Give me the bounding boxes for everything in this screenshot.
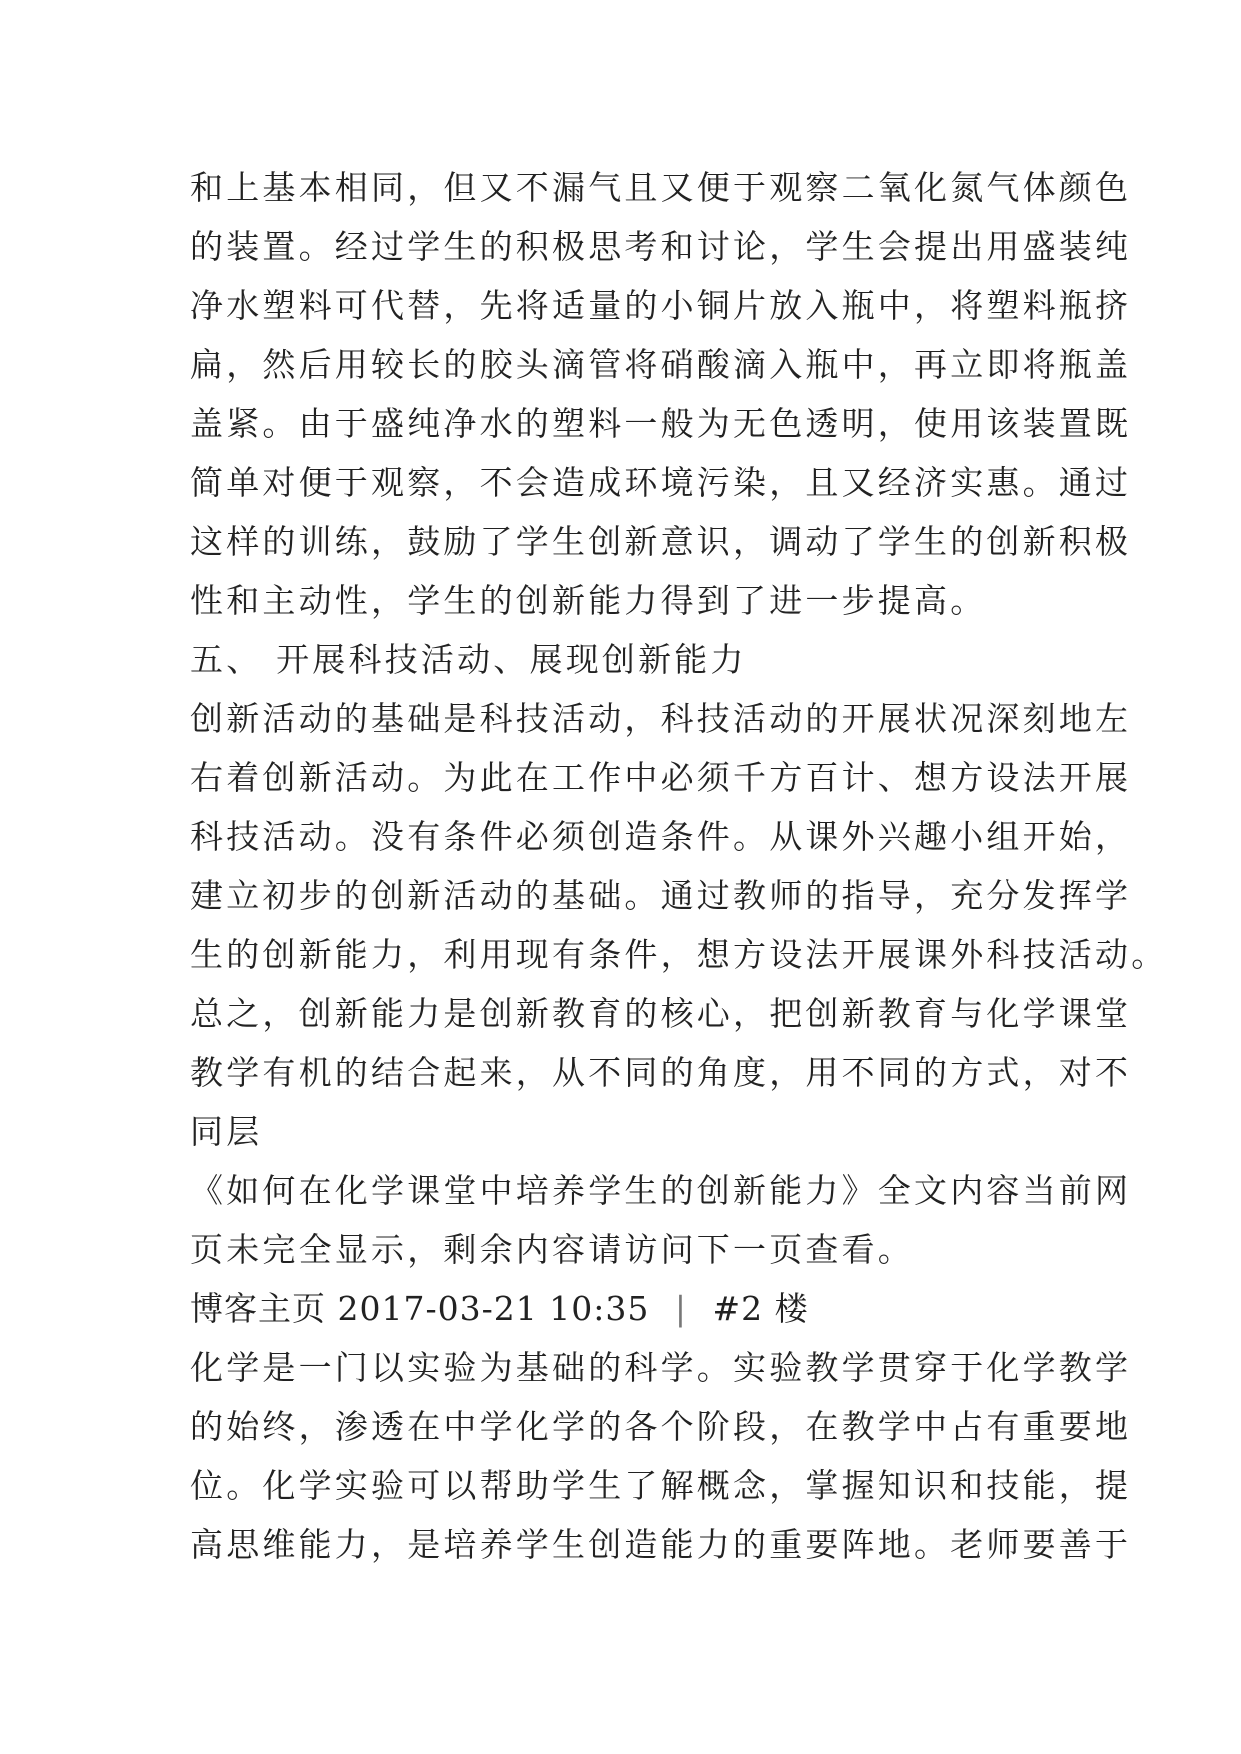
paragraph-line: 的装置。经过学生的积极思考和讨论，学生会提出用盛装纯 [190,227,1132,266]
section-heading: 五、 开展科技活动、展现创新能力 [190,640,747,679]
paragraph-line: 净水塑料可代替，先将适量的小铜片放入瓶中，将塑料瓶挤 [190,286,1132,325]
document-body [190,158,1168,1574]
paragraph-line: 这样的训练，鼓励了学生创新意识，调动了学生的创新积极 [190,522,1132,561]
paragraph-line: 扁，然后用较长的胶头滴管将硝酸滴入瓶中，再立即将瓶盖 [190,345,1132,384]
paragraph-line: 位。化学实验可以帮助学生了解概念，掌握知识和技能，提 [190,1466,1132,1505]
post-timestamp: 2017-03-21 10:35 [337,1289,650,1328]
paragraph-line: 教学有机的结合起来，从不同的角度，用不同的方式，对不 [190,1053,1132,1092]
paragraph-line: 盖紧。由于盛纯净水的塑料一般为无色透明，使用该装置既 [190,404,1132,443]
paragraph-line: 科技活动。没有条件必须创造条件。从课外兴趣小组开始， [190,817,1132,856]
paragraph-line: 高思维能力，是培养学生创造能力的重要阵地。老师要善于 [190,1525,1132,1564]
paragraph-line: 建立初步的创新活动的基础。通过教师的指导，充分发挥学 [190,876,1132,915]
floor-number[interactable]: #2 楼 [712,1289,809,1328]
paragraph-line: 和上基本相同，但又不漏气且又便于观察二氧化氮气体颜色 [190,168,1132,207]
continuation-notice-line: 页未完全显示，剩余内容请访问下一页查看。 [190,1230,914,1269]
post-meta [190,1279,1060,1338]
paragraph-line: 的始终，渗透在中学化学的各个阶段，在教学中占有重要地 [190,1407,1132,1446]
paragraph-line: 化学是一门以实验为基础的科学。实验教学贯穿于化学教学 [190,1348,1132,1387]
paragraph-line: 简单对便于观察，不会造成环境污染，且又经济实惠。通过 [190,463,1132,502]
paragraph-line: 创新活动的基础是科技活动，科技活动的开展状况深刻地左 [190,699,1132,738]
paragraph-line: 生的创新能力，利用现有条件，想方设法开展课外科技活动。 [190,935,1168,974]
blog-home-link[interactable]: 博客主页 [190,1289,326,1328]
paragraph-line: 同层 [190,1112,263,1151]
paragraph-line: 性和主动性，学生的创新能力得到了进一步提高。 [190,581,987,620]
continuation-notice-line: 《如何在化学课堂中培养学生的创新能力》全文内容当前网 [190,1171,1132,1210]
paragraph-line: 总之，创新能力是创新教育的核心，把创新教育与化学课堂 [190,994,1132,1033]
meta-separator: | [674,1289,687,1328]
paragraph-line: 右着创新活动。为此在工作中必须千方百计、想方设法开展 [190,758,1132,797]
